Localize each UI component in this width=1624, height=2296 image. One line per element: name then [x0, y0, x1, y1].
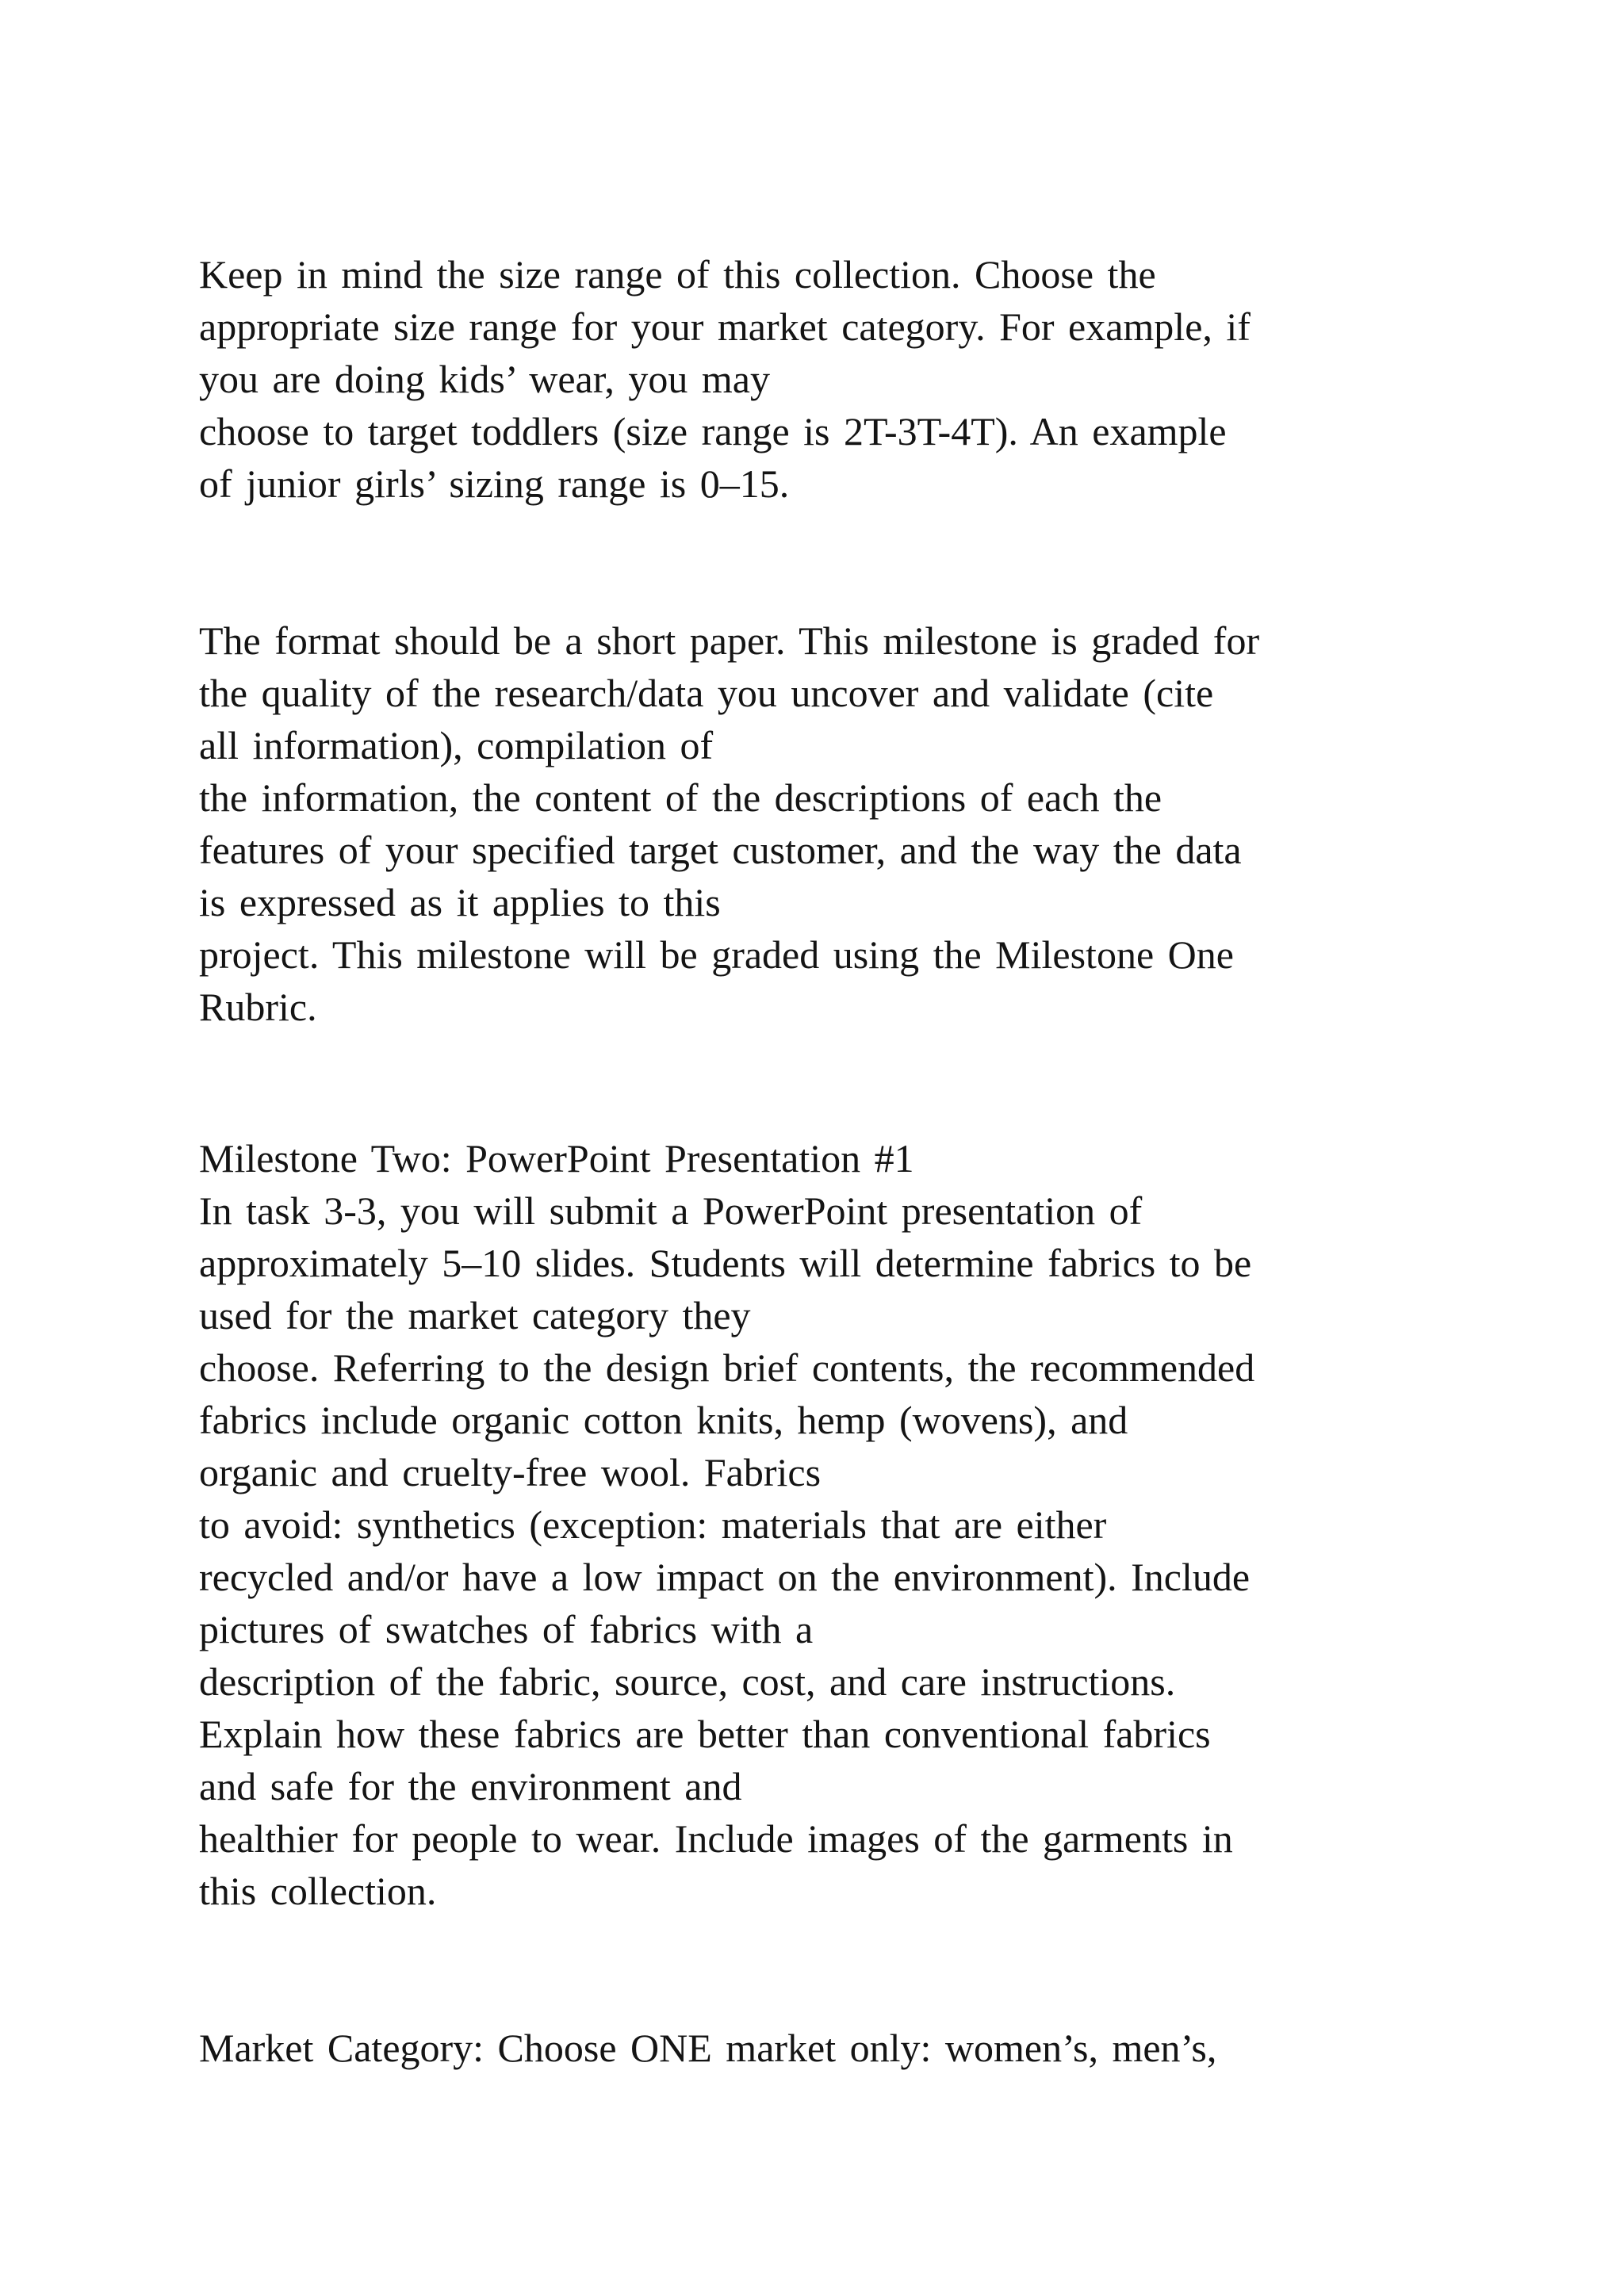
paragraph-market-category — [199, 2022, 1563, 2074]
text-line: Keep in mind the size range of this collection. Choose the — [199, 252, 1156, 297]
section-heading: Milestone Two: PowerPoint Presentation #1 — [199, 1136, 914, 1181]
text-line: recycled and/or have a low impact on the environment). Include — [199, 1555, 1251, 1599]
text-line: pictures of swatches of fabrics with a — [199, 1607, 814, 1651]
text-line: to avoid: synthetics (exception: materials that are either — [199, 1502, 1107, 1547]
text-line: the information, the content of the descriptions of each the — [199, 775, 1162, 820]
text-line: organic and cruelty-free wool. Fabrics — [199, 1450, 822, 1494]
text-line: the quality of the research/data you uncover and validate (cite — [199, 671, 1214, 715]
text-line: of junior girls’ sizing range is 0–15. — [199, 461, 790, 506]
text-line: choose to target toddlers (size range is 2T-3T-4T). An example — [199, 409, 1227, 453]
text-line: description of the fabric, source, cost, and care instructions. — [199, 1659, 1176, 1704]
text-line: The format should be a short paper. This milestone is graded for — [199, 618, 1260, 663]
text-line: all information), compilation of — [199, 723, 714, 767]
text-line: appropriate size range for your market category. For example, if — [199, 304, 1251, 349]
text-line: choose. Referring to the design brief contents, the recommended — [199, 1345, 1255, 1390]
text-line: healthier for people to wear. Include images of the garments in — [199, 1816, 1233, 1861]
text-line: fabrics include organic cotton knits, hemp (wovens), and — [199, 1398, 1128, 1442]
text-line: used for the market category they — [199, 1293, 751, 1337]
paragraph-milestone-two — [199, 1132, 1563, 1917]
text-line: approximately 5–10 slides. Students will determine fabrics to be — [199, 1241, 1252, 1285]
text-line: features of your specified target customer, and the way the data — [199, 828, 1242, 872]
paragraph-format — [199, 614, 1563, 1033]
text-line: In task 3-3, you will submit a PowerPoint presentation of — [199, 1188, 1143, 1233]
text-line: project. This milestone will be graded using the Milestone One — [199, 932, 1234, 977]
text-line: Explain how these fabrics are better than conventional fabrics — [199, 1712, 1211, 1756]
paragraph-size-range — [199, 248, 1563, 510]
text-line: this collection. — [199, 1869, 437, 1913]
text-line: you are doing kids’ wear, you may — [199, 357, 770, 401]
text-line: Market Category: Choose ONE market only: women’s, men’s, — [199, 2026, 1217, 2070]
text-line: and safe for the environment and — [199, 1764, 742, 1808]
text-line: Rubric. — [199, 985, 317, 1029]
text-line: is expressed as it applies to this — [199, 880, 721, 924]
